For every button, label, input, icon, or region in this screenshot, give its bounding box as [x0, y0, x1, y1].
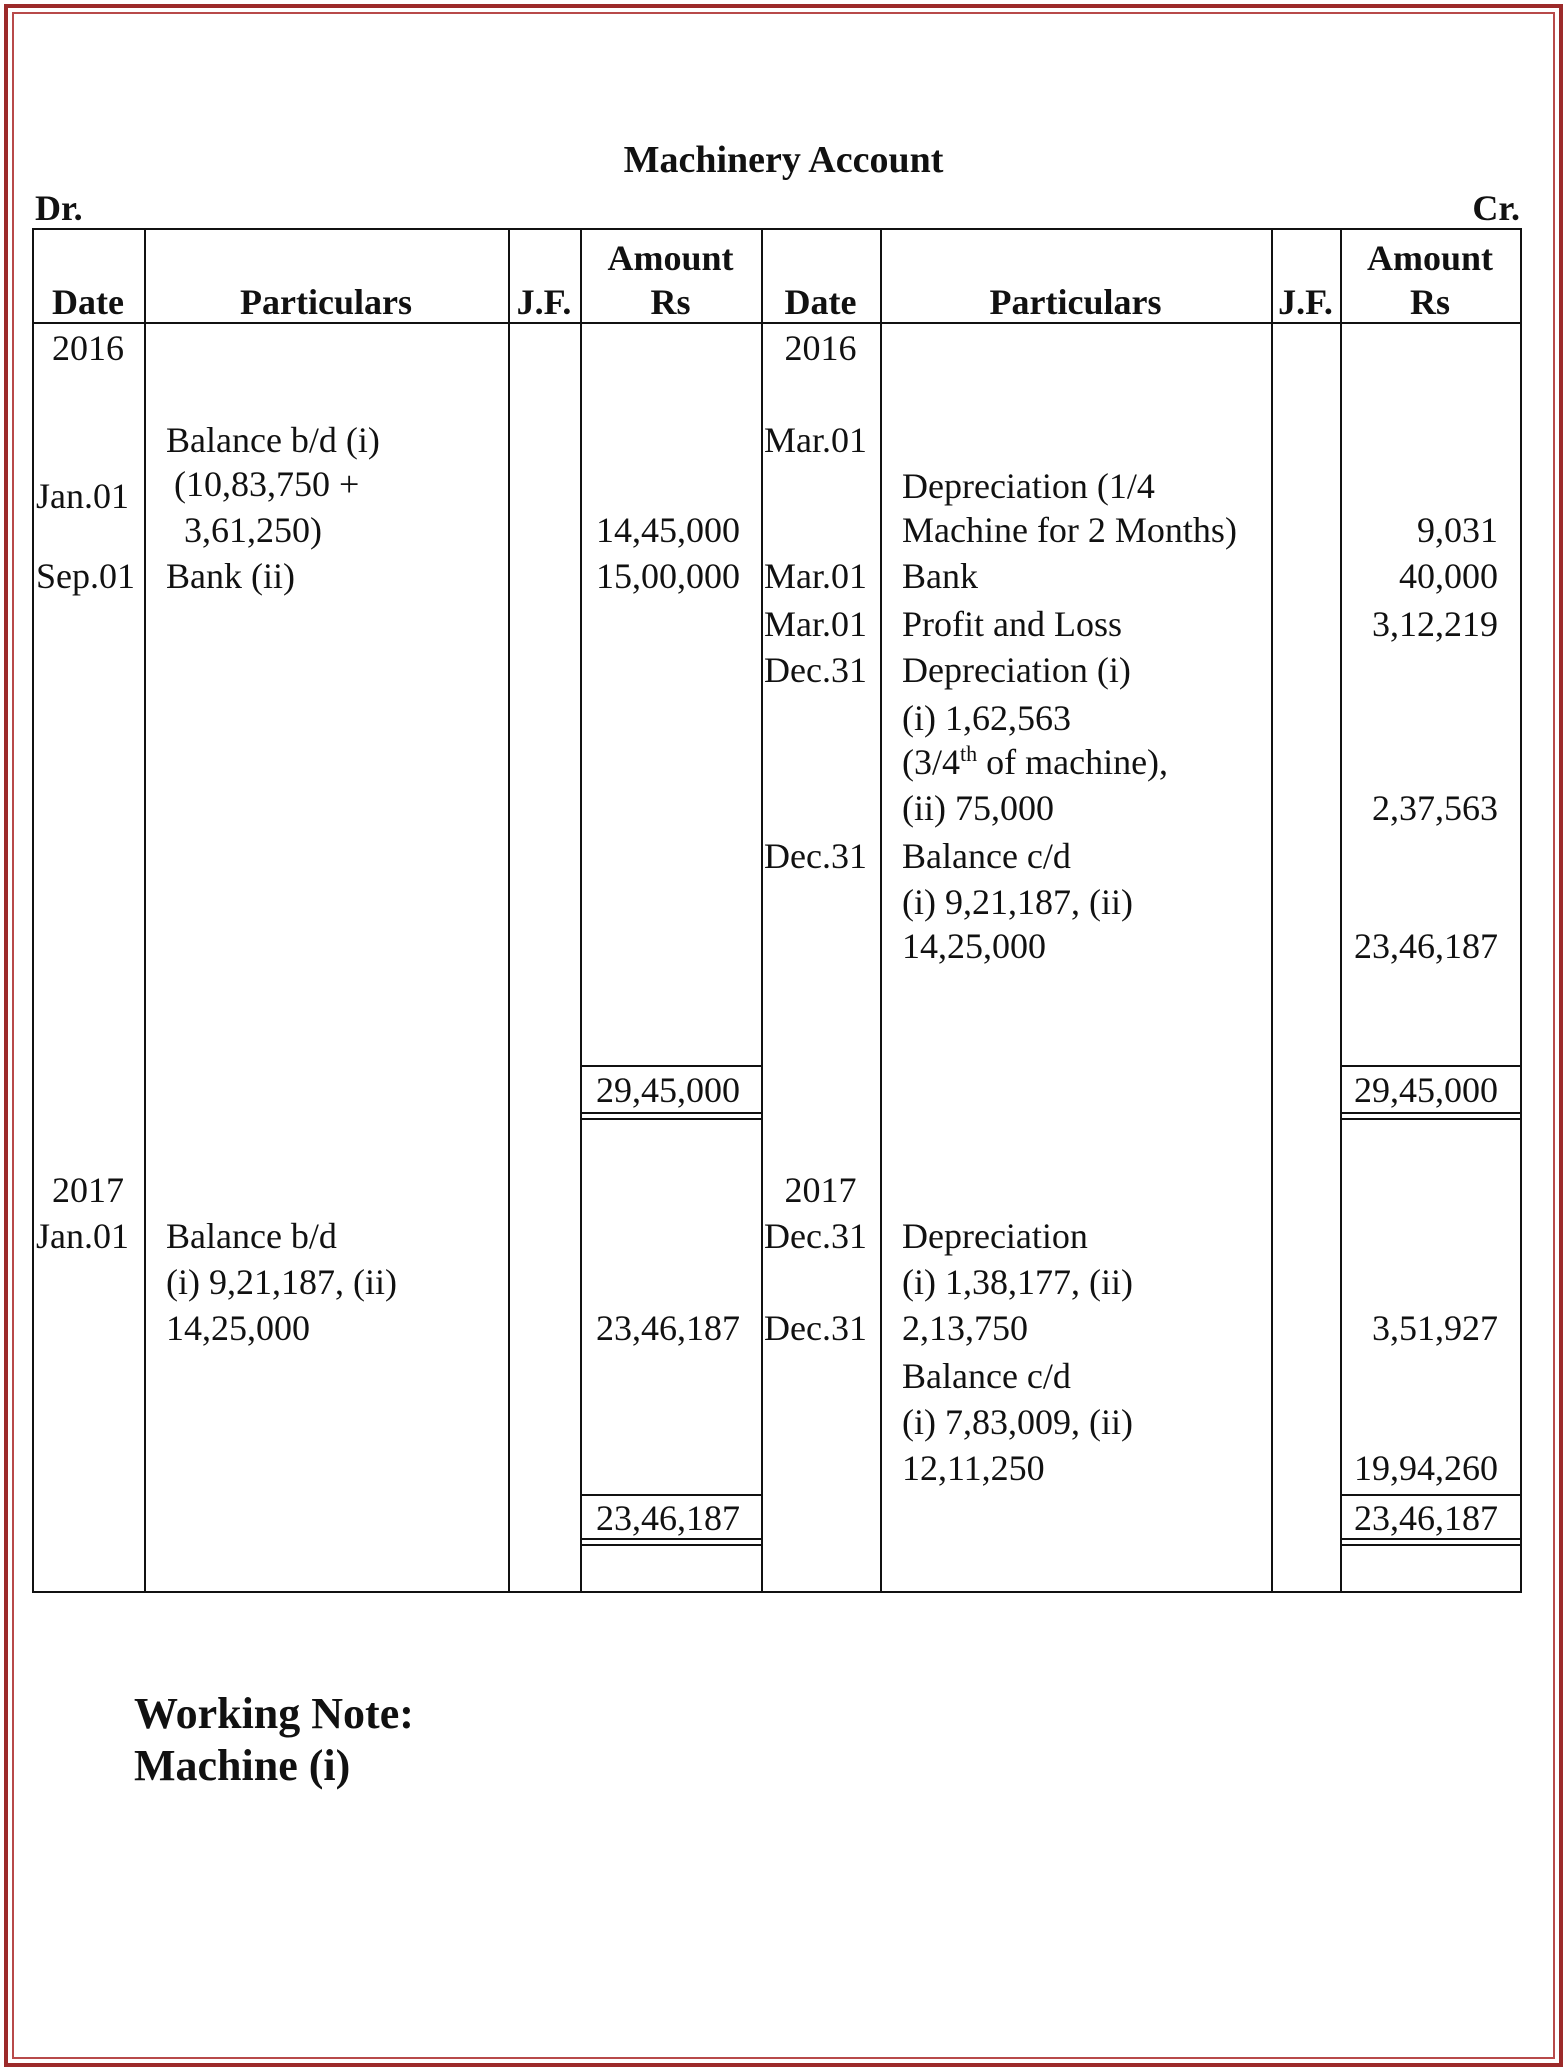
credit-amount: 9,031: [1417, 510, 1498, 550]
header-particulars-dr: Particulars: [240, 282, 412, 322]
credit-total: 29,45,000: [1354, 1070, 1498, 1110]
credit-particulars: 12,11,250: [902, 1448, 1045, 1488]
total-rule-top: [1340, 1065, 1520, 1067]
credit-particulars: Profit and Loss: [902, 604, 1122, 644]
cr-label: Cr.: [1472, 188, 1520, 228]
col-border-6: [1271, 228, 1273, 1592]
credit-particulars: (i) 1,62,563: [902, 698, 1071, 738]
col-border-mid: [761, 228, 763, 1592]
credit-particulars: Depreciation (1/4: [902, 466, 1155, 506]
col-border-7: [1340, 228, 1342, 1592]
header-rs-dr: Rs: [650, 282, 691, 322]
credit-date: Mar.01: [764, 556, 867, 596]
debit-particulars: Bank (ii): [166, 556, 295, 596]
debit-particulars: (i) 9,21,187, (ii): [166, 1262, 397, 1302]
col-border-5: [880, 228, 882, 1592]
working-note-subheading: Machine (i): [134, 1741, 351, 1790]
total-rule-double-2: [580, 1118, 761, 1120]
credit-particulars: (i) 1,38,177, (ii): [902, 1262, 1133, 1302]
credit-total: 23,46,187: [1354, 1498, 1498, 1538]
debit-amount: 15,00,000: [596, 556, 740, 596]
working-note-heading: Working Note:: [134, 1689, 414, 1738]
table-top-border: [32, 228, 1522, 230]
debit-total: 23,46,187: [596, 1498, 740, 1538]
col-border-right: [1520, 228, 1522, 1592]
credit-particulars: (ii) 75,000: [902, 788, 1054, 828]
credit-particulars: (i) 9,21,187, (ii): [902, 882, 1133, 922]
credit-date: Mar.01: [764, 420, 867, 460]
credit-particulars: 14,25,000: [902, 926, 1046, 966]
credit-particulars: 2,13,750: [902, 1308, 1028, 1348]
debit-date: Jan.01: [36, 1216, 129, 1256]
credit-date: Dec.31: [764, 1216, 867, 1256]
debit-total: 29,45,000: [596, 1070, 740, 1110]
debit-year: 2016: [52, 328, 124, 368]
account-title: Machinery Account: [623, 139, 944, 181]
total-rule-double-2: [1340, 1544, 1520, 1546]
credit-particulars: Machine for 2 Months): [902, 510, 1237, 550]
header-date-dr: Date: [52, 282, 124, 322]
header-jf-dr: J.F.: [516, 282, 572, 322]
credit-date: Dec.31: [764, 650, 867, 690]
credit-year: 2017: [784, 1170, 857, 1210]
credit-amount: 2,37,563: [1372, 788, 1498, 828]
debit-particulars: 14,25,000: [166, 1308, 310, 1348]
col-border-1: [144, 228, 146, 1592]
credit-amount: 23,46,187: [1354, 926, 1498, 966]
debit-particulars: Balance b/d: [166, 1216, 337, 1256]
credit-particulars: Depreciation (i): [902, 650, 1131, 690]
header-jf-cr: J.F.: [1278, 282, 1333, 322]
total-rule-top: [580, 1065, 761, 1067]
credit-particulars: (3/4th of machine),: [902, 741, 1169, 782]
credit-particulars: Balance c/d: [902, 836, 1071, 876]
dr-label: Dr.: [35, 188, 83, 228]
header-date-cr: Date: [784, 282, 857, 322]
credit-amount: 40,000: [1399, 556, 1498, 596]
credit-date: Mar.01: [764, 604, 867, 644]
credit-particulars: Depreciation: [902, 1216, 1088, 1256]
header-amount-dr: Amount: [607, 238, 734, 278]
total-rule-double-1: [580, 1112, 761, 1114]
col-border-left: [32, 228, 34, 1592]
header-rs-cr: Rs: [1409, 282, 1450, 322]
debit-amount: 23,46,187: [596, 1308, 740, 1348]
credit-date: Dec.31: [764, 836, 867, 876]
credit-particulars: (i) 7,83,009, (ii): [902, 1402, 1133, 1442]
table-bottom-border: [32, 1591, 1522, 1593]
credit-amount: 3,51,927: [1372, 1308, 1498, 1348]
credit-amount: 19,94,260: [1354, 1448, 1498, 1488]
col-border-2: [508, 228, 510, 1592]
col-border-3: [580, 228, 582, 1592]
debit-particulars: (10,83,750 +: [174, 464, 360, 504]
header-particulars-cr: Particulars: [989, 282, 1162, 322]
header-amount-cr: Amount: [1366, 238, 1494, 278]
total-rule-double-2: [580, 1544, 761, 1546]
total-rule-double-1: [1340, 1112, 1520, 1114]
debit-particulars: Balance b/d (i): [166, 420, 380, 460]
credit-date: Dec.31: [764, 1308, 867, 1348]
debit-particulars: 3,61,250): [184, 510, 322, 550]
credit-amount: 3,12,219: [1372, 604, 1498, 644]
credit-particulars: Bank: [902, 556, 978, 596]
credit-particulars: Balance c/d: [902, 1356, 1071, 1396]
debit-year: 2017: [52, 1170, 124, 1210]
debit-amount: 14,45,000: [596, 510, 740, 550]
debit-date: Sep.01: [36, 556, 135, 596]
debit-date: Jan.01: [36, 476, 129, 516]
credit-year: 2016: [784, 328, 857, 368]
total-rule-double-2: [1340, 1118, 1520, 1120]
